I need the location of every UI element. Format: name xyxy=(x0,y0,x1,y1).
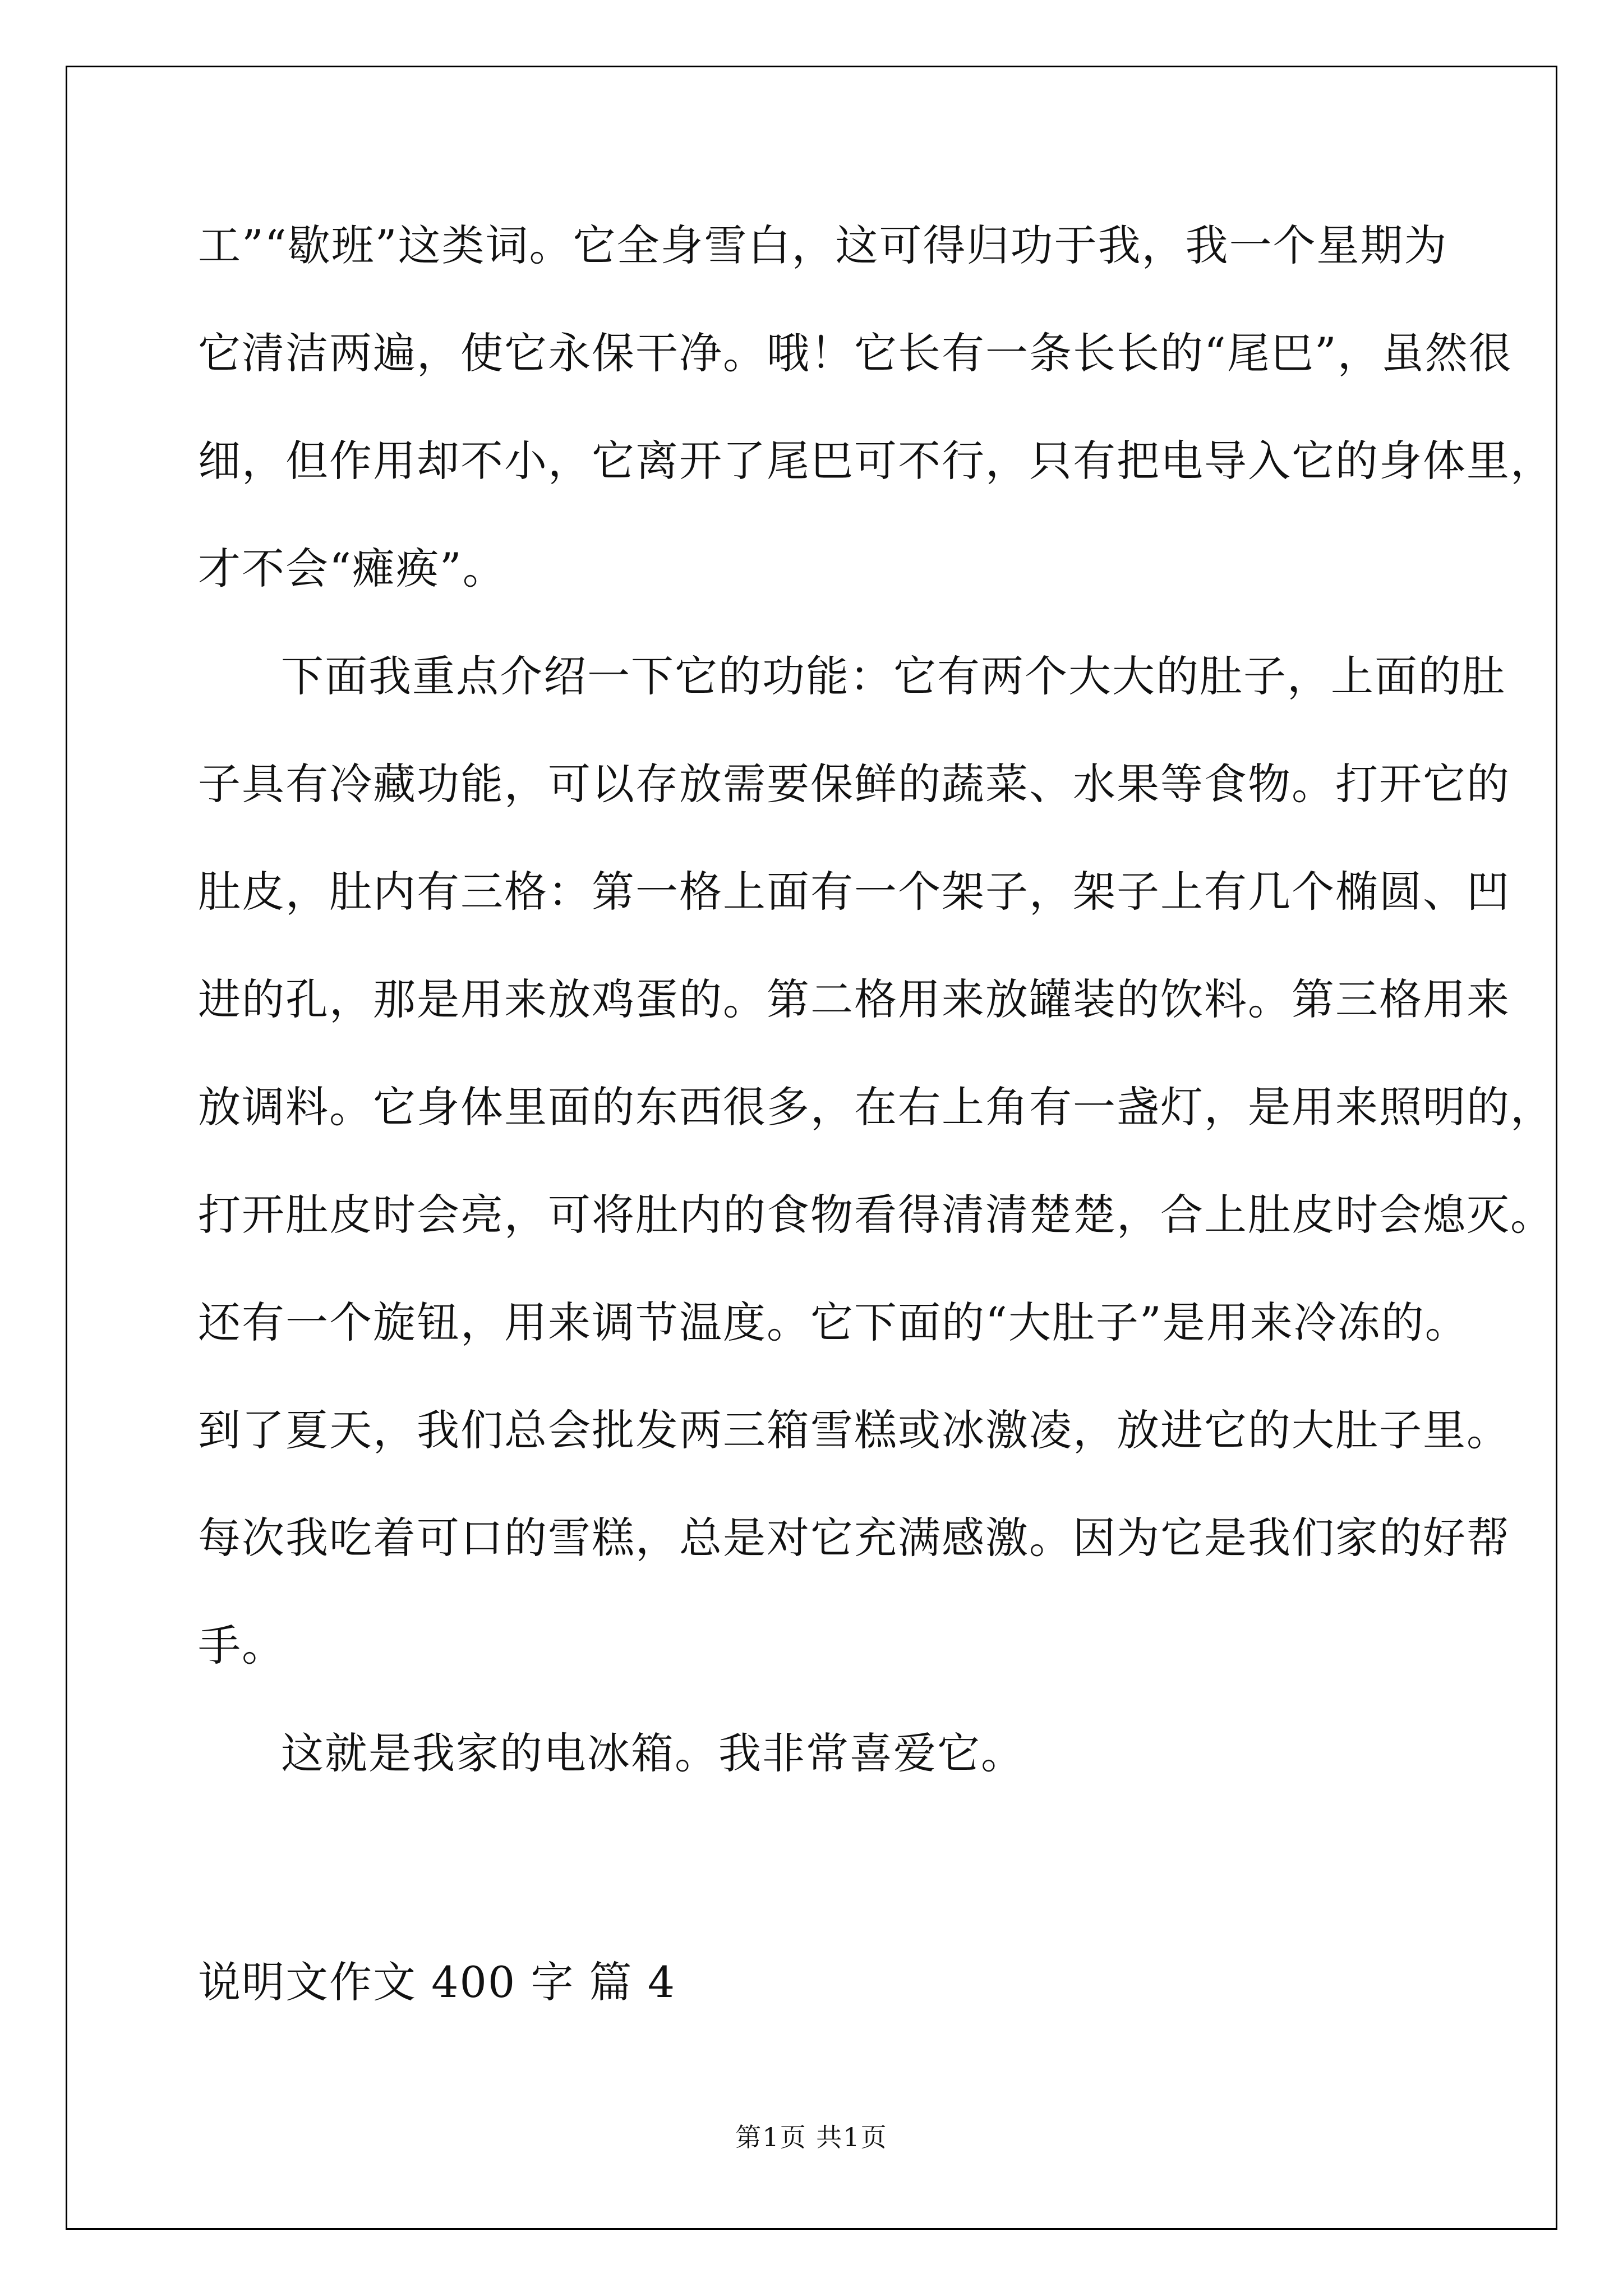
text-line: 子具有冷藏功能，可以存放需要保鲜的蔬菜、水果等食物。打开它的 xyxy=(198,759,1510,809)
text-line: 这就是我家的电冰箱。我非常喜爱它。 xyxy=(281,1728,1025,1778)
page-footer: 第1页 共1页 xyxy=(735,2122,888,2152)
text-line: 到了夏天，我们总会批发两三箱雪糕或冰激凌，放进它的大肚子里。 xyxy=(198,1405,1510,1455)
text-line: 工”“歇班”这类词。它全身雪白，这可得归功于我，我一个星期为 xyxy=(198,220,1448,270)
text-line: 肚皮，肚内有三格：第一格上面有一个架子，架子上有几个椭圆、凹 xyxy=(198,867,1510,917)
text-line: 放调料。它身体里面的东西很多，在右上角有一盏灯，是用来照明的， xyxy=(198,1082,1554,1132)
text-line: 它清洁两遍，使它永保干净。哦！它长有一条长长的“尾巴”，虽然很 xyxy=(198,328,1513,378)
section-heading: 说明文作文 400 字 篇 4 xyxy=(198,1957,676,2007)
text-line: 才不会“瘫痪”。 xyxy=(198,544,506,593)
text-line: 还有一个旋钮，用来调节温度。它下面的“大肚子”是用来冷冻的。 xyxy=(198,1297,1469,1347)
text-line: 手。 xyxy=(198,1621,285,1671)
text-line: 下面我重点介绍一下它的功能：它有两个大大的肚子，上面的肚 xyxy=(281,651,1506,701)
text-line: 进的孔，那是用来放鸡蛋的。第二格用来放罐装的饮料。第三格用来 xyxy=(198,974,1510,1024)
text-line: 细，但作用却不小，它离开了尾巴可不行，只有把电导入它的身体里， xyxy=(198,436,1554,486)
text-line: 打开肚皮时会亮，可将肚内的食物看得清清楚楚，合上肚皮时会熄灭。 xyxy=(198,1190,1554,1240)
text-line: 每次我吃着可口的雪糕，总是对它充满感激。因为它是我们家的好帮 xyxy=(198,1513,1510,1563)
page-border xyxy=(66,66,1557,2230)
